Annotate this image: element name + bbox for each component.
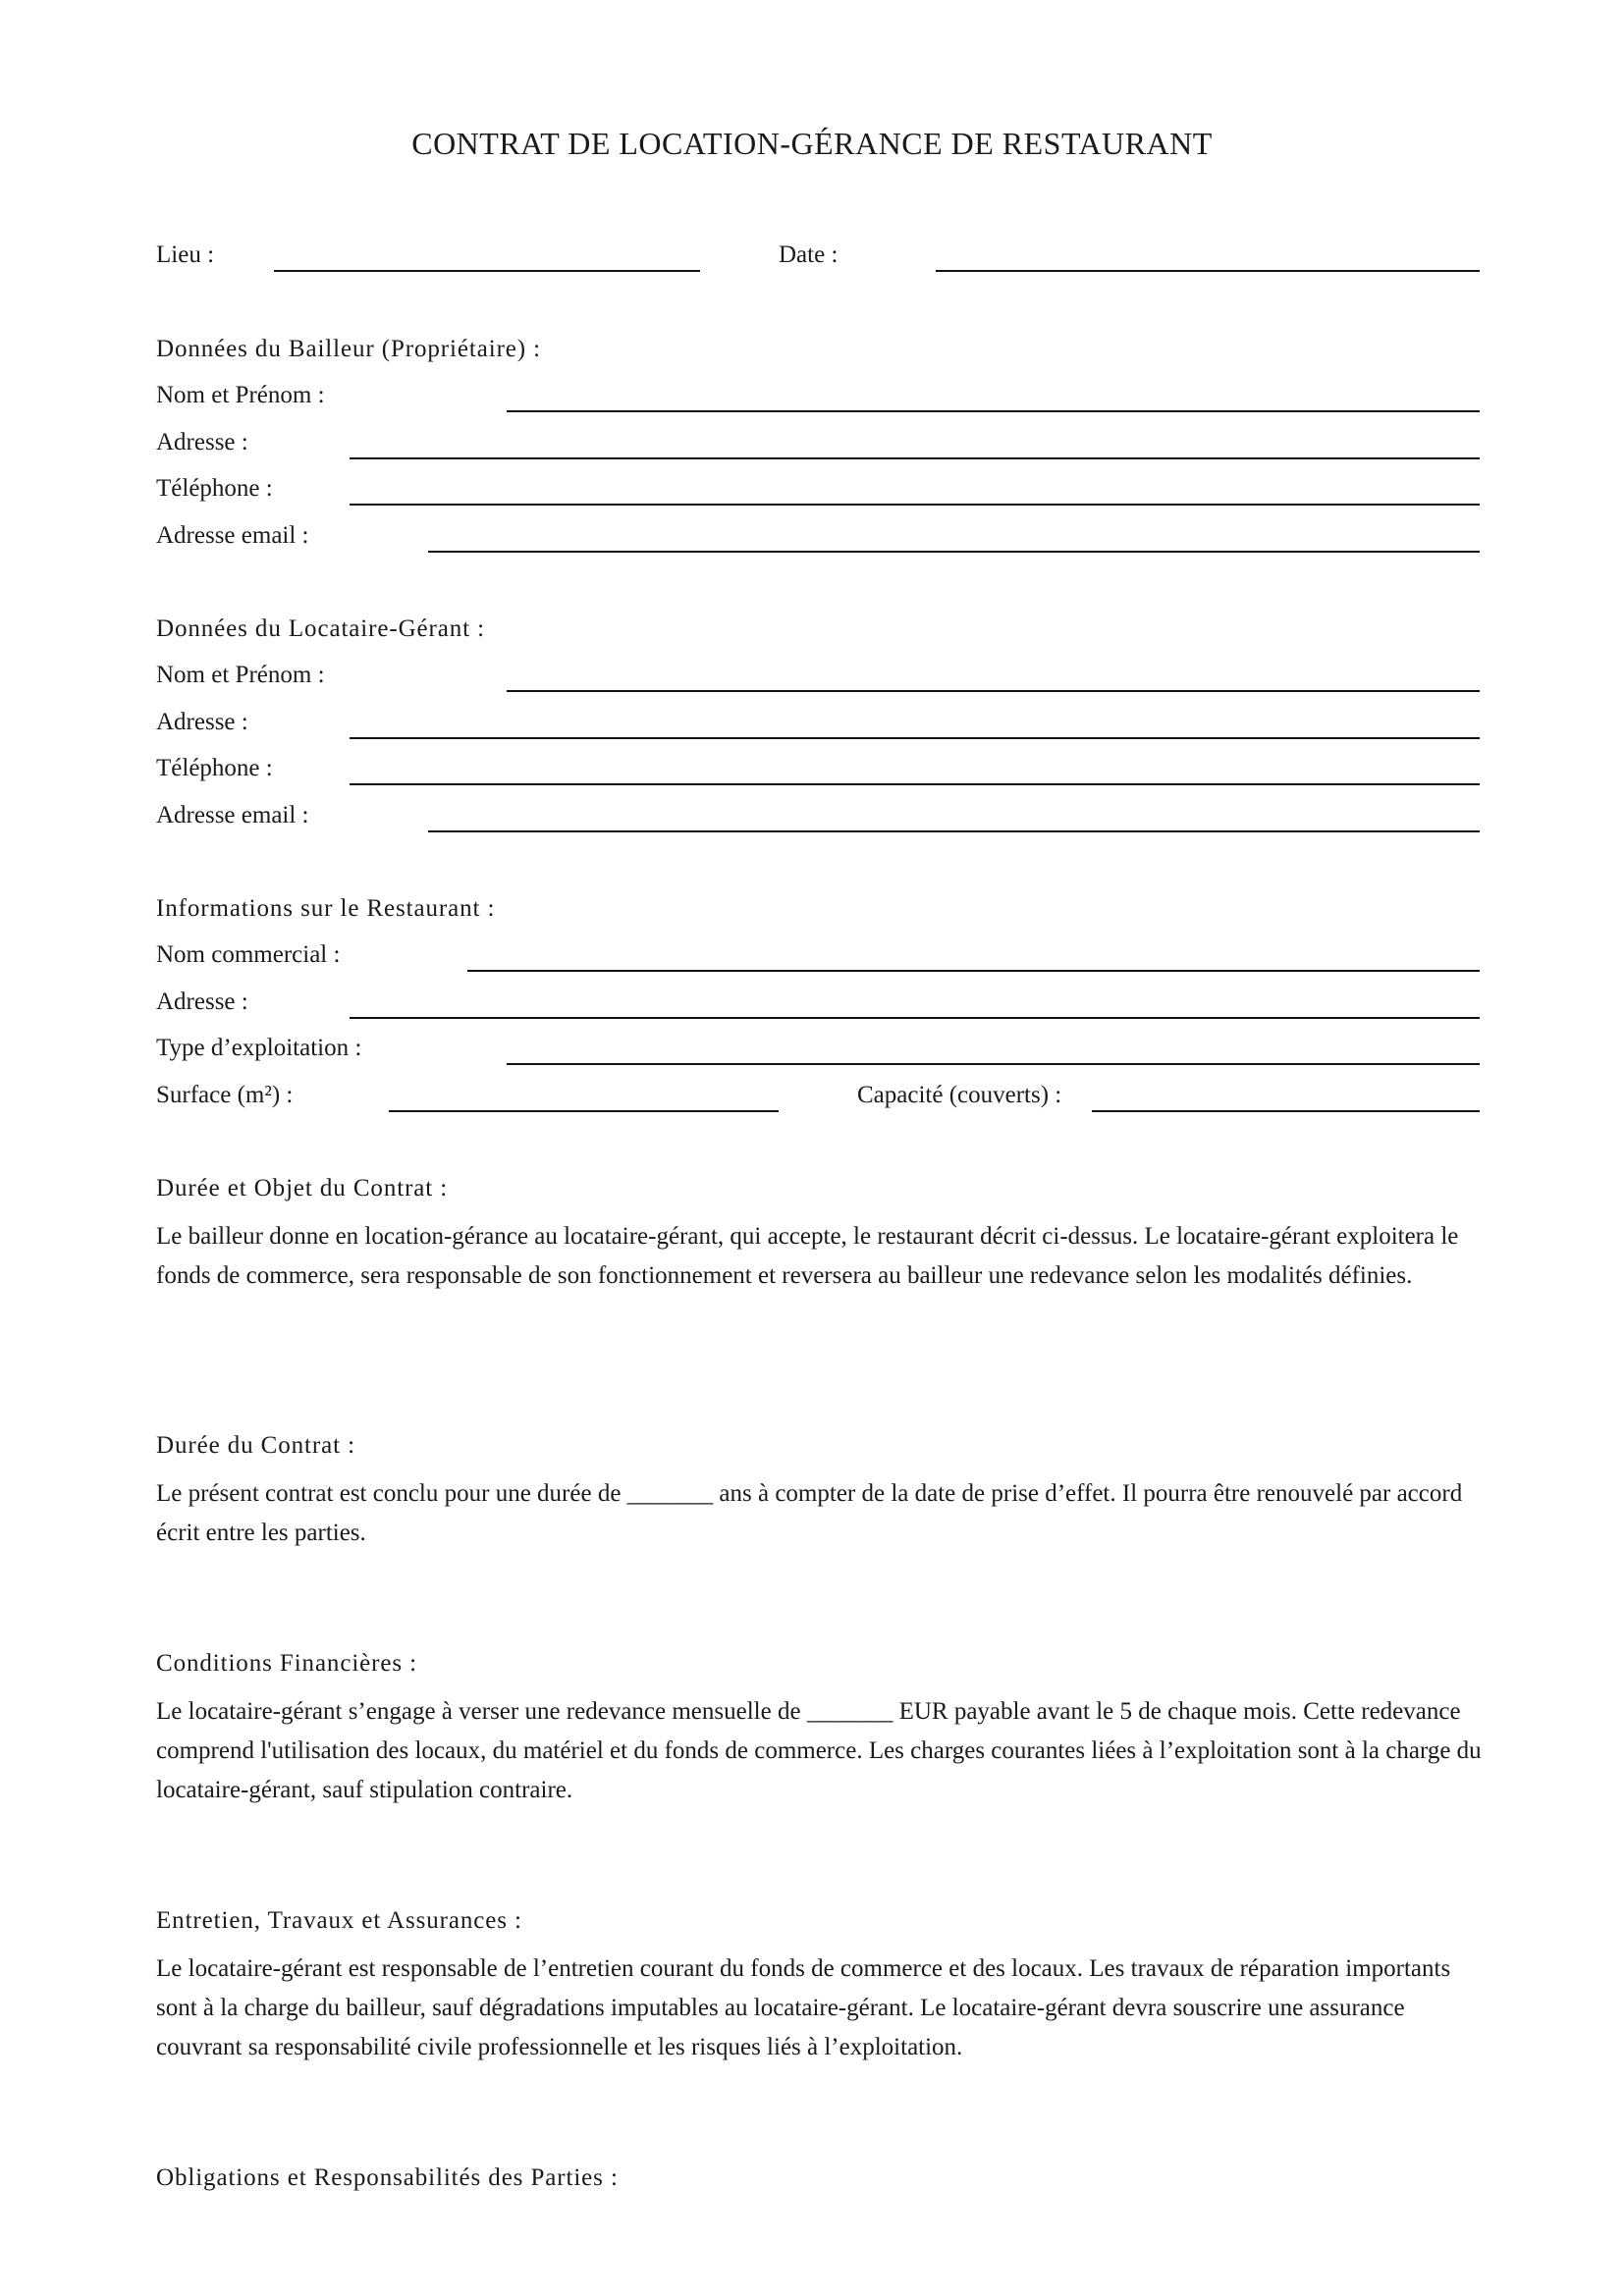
restaurant-type-field[interactable] — [507, 1063, 1480, 1065]
objet-heading: Durée et Objet du Contrat : — [156, 1175, 449, 1201]
restaurant-type-label: Type d’exploitation : — [156, 1035, 362, 1061]
duree-heading: Durée du Contrat : — [156, 1432, 355, 1459]
locataire-email-label: Adresse email : — [156, 802, 309, 828]
restaurant-surface-label: Surface (m²) : — [156, 1082, 294, 1108]
bailleur-heading: Données du Bailleur (Propriétaire) : — [156, 336, 542, 362]
restaurant-adresse-label: Adresse : — [156, 988, 248, 1015]
bailleur-telephone-field[interactable] — [350, 504, 1480, 506]
restaurant-capacite-label: Capacité (couverts) : — [857, 1082, 1062, 1108]
locataire-telephone-label: Téléphone : — [156, 755, 273, 781]
date-label: Date : — [779, 241, 839, 268]
bailleur-adresse-label: Adresse : — [156, 429, 248, 455]
objet-paragraph: Le bailleur donne en location-gérance au locataire-gérant, qui accepte, le restaurant décrit ci-dessus. Le locataire-gérant exploitera le fonds de commerce, sera responsable de son fonctionnement et reversera au bailleur une redevance selon les modalités définies. — [156, 1223, 1459, 1289]
restaurant-nom-label: Nom commercial : — [156, 941, 341, 968]
lieu-field[interactable] — [274, 270, 700, 272]
bailleur-nom-field[interactable] — [507, 410, 1480, 412]
locataire-nom-label: Nom et Prénom : — [156, 662, 325, 688]
entretien-heading: Entretien, Travaux et Assurances : — [156, 1907, 522, 1934]
financier-paragraph: Le locataire-gérant s’engage à verser une redevance mensuelle de _______ EUR payable avant le 5 de chaque mois. Cette redevance comprend l'utilisation des locaux, du matériel et du fonds de commerce. Les charges courantes liées à l’exploitation sont à la charge du locataire-gérant, sauf stipulation contraire. — [156, 1698, 1482, 1803]
obligations-heading: Obligations et Responsabilités des Parties : — [156, 2164, 619, 2191]
financier-heading: Conditions Financières : — [156, 1650, 418, 1677]
duree-paragraph: Le présent contrat est conclu pour une durée de _______ ans à compter de la date de prise d’effet. Il pourra être renouvelé par accord écrit entre les parties. — [156, 1480, 1463, 1546]
bailleur-telephone-label: Téléphone : — [156, 475, 273, 502]
locataire-adresse-field[interactable] — [350, 737, 1480, 739]
restaurant-capacite-field[interactable] — [1092, 1110, 1480, 1112]
restaurant-surface-field[interactable] — [389, 1110, 779, 1112]
restaurant-adresse-field[interactable] — [350, 1017, 1480, 1019]
restaurant-heading: Informations sur le Restaurant : — [156, 895, 496, 922]
document-title: CONTRAT DE LOCATION-GÉRANCE DE RESTAURANT — [411, 126, 1213, 161]
entretien-paragraph: Le locataire-gérant est responsable de l’entretien courant du fonds de commerce et des locaux. Les travaux de réparation importants sont à la charge du bailleur, sauf dégradations imputables au locataire-gérant. Le locataire-gérant devra souscrire une assurance couvrant sa responsabilité civile professionnelle et les risques liés à l’exploitation. — [156, 1955, 1451, 2060]
locataire-nom-field[interactable] — [507, 690, 1480, 692]
locataire-adresse-label: Adresse : — [156, 709, 248, 735]
restaurant-nom-field[interactable] — [467, 970, 1480, 972]
locataire-email-field[interactable] — [428, 830, 1480, 832]
locataire-heading: Données du Locataire-Gérant : — [156, 615, 485, 642]
bailleur-email-label: Adresse email : — [156, 522, 309, 549]
bailleur-nom-label: Nom et Prénom : — [156, 382, 325, 408]
lieu-label: Lieu : — [156, 241, 215, 268]
locataire-telephone-field[interactable] — [350, 783, 1480, 785]
date-field[interactable] — [936, 270, 1480, 272]
bailleur-email-field[interactable] — [428, 551, 1480, 553]
bailleur-adresse-field[interactable] — [350, 457, 1480, 459]
